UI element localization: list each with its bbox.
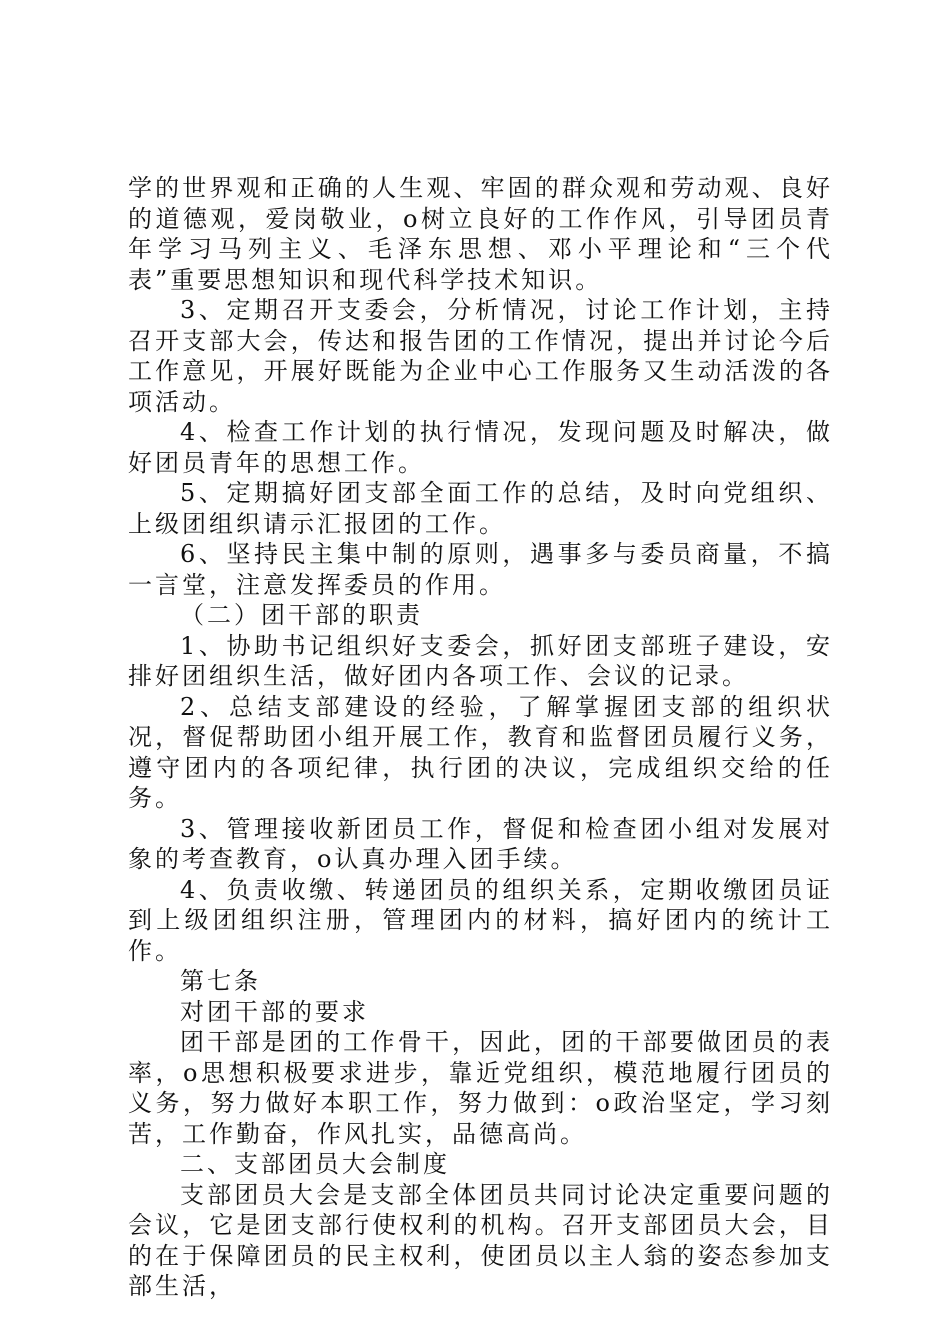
document-body [128,173,833,1302]
section-heading-cadre-duties: （二）团干部的职责 [180,601,423,629]
paragraph-duty-2: 2、总结支部建设的经验，了解掌握团支部的组织状况，督促帮助团小组开展工作，教育和监督团员履行义务，遵守团内的各项纪律，执行团的决议，完成组织交给的任务。 [128,692,833,812]
paragraph-item-6: 6、坚持民主集中制的原则，遇事多与委员商量，不搞一言堂，注意发挥委员的作用。 [128,540,833,599]
paragraph-item-5: 5、定期搞好团支部全面工作的总结，及时向党组织、上级团组织请示汇报团的工作。 [128,479,833,538]
section-heading-assembly-system: 二、支部团员大会制度 [180,1150,450,1178]
article-heading: 第七条 [180,967,261,995]
paragraph-continuation: 学的世界观和正确的人生观、牢固的群众观和劳动观、良好的道德观，爱岗敬业，o树立良好的工作作风，引导团员青年学习马列主义、毛泽东思想、邓小平理论和“三个代表”重要思想知识和现代科学技术知识。 [128,174,833,294]
paragraph-cadre-requirements: 团干部是团的工作骨干，因此，团的干部要做团员的表率，o思想积极要求进步，靠近党组织，模范地履行团员的义务，努力做好本职工作，努力做到：o政治坚定，学习刻苦，工作勤奋，作风扎实，品德高尚。 [128,1028,833,1148]
paragraph-duty-3: 3、管理接收新团员工作，督促和检查团小组对发展对象的考查教育，o认真办理入团手续。 [128,814,833,873]
paragraph-duty-1: 1、协助书记组织好支委会，抓好团支部班子建设，安排好团组织生活，做好团内各项工作、会议的记录。 [128,631,833,690]
article-subtitle: 对团干部的要求 [180,997,369,1026]
paragraph-item-4: 4、检查工作计划的执行情况，发现问题及时解决，做好团员青年的思想工作。 [128,418,833,477]
paragraph-duty-4: 4、负责收缴、转递团员的组织关系，定期收缴团员证到上级团组织注册，管理团内的材料，搞好团内的统计工作。 [128,875,833,965]
paragraph-item-3: 3、定期召开支委会，分析情况，讨论工作计划，主持召开支部大会，传达和报告团的工作情况，提出并讨论今后工作意见，开展好既能为企业中心工作服务又生动活泼的各项活动。 [128,296,833,416]
paragraph-assembly: 支部团员大会是支部全体团员共同讨论决定重要问题的会议，它是团支部行使权利的机构。召开支部团员大会，目的在于保障团员的民主权利，使团员以主人翁的姿态参加支部生活， [128,1180,833,1300]
